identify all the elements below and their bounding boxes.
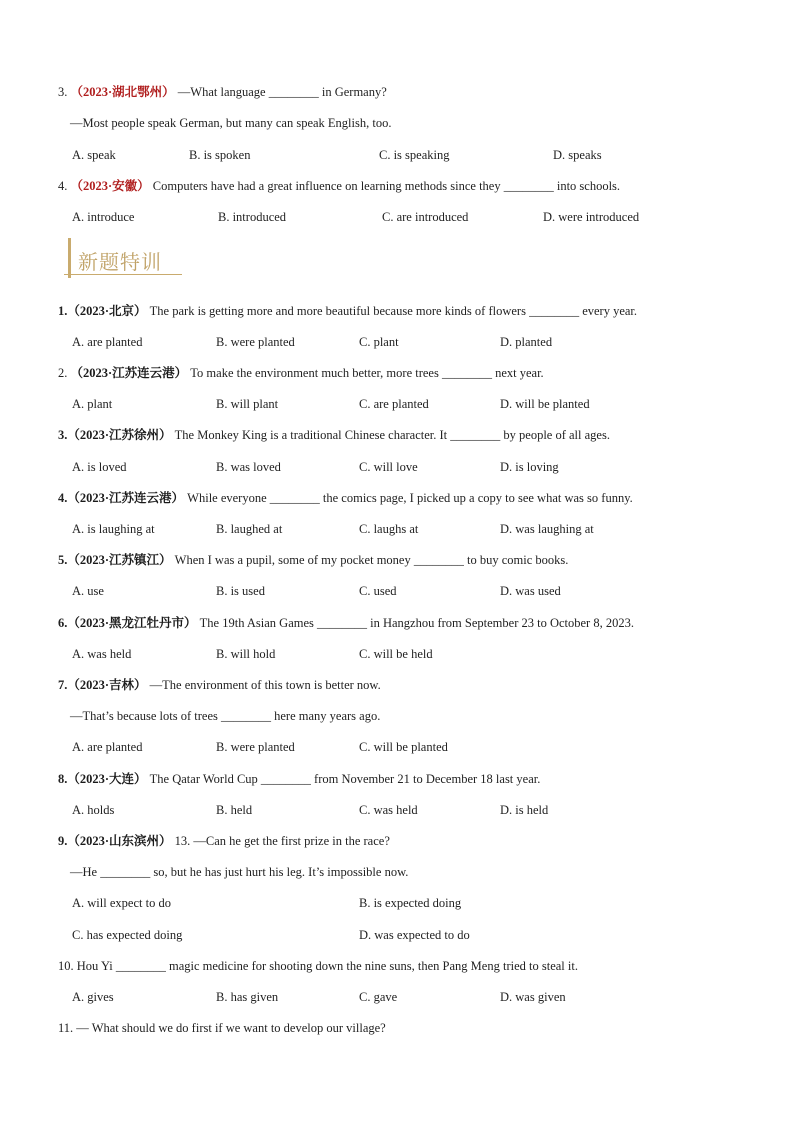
option-b: B. laughed at [216, 522, 283, 536]
question-9-stem-line2: —He ________ so, but he has just hurt his leg. It’s impossible now. [70, 865, 409, 879]
question-number: 6. [58, 616, 68, 630]
option-a: A. use [72, 584, 104, 598]
option-c: C. plant [359, 335, 399, 349]
option-d: D. was laughing at [500, 522, 594, 536]
option-a: A. was held [72, 647, 132, 661]
question-3-stem [58, 84, 387, 100]
question-number: 11. [58, 1021, 74, 1035]
question-source: （2023·大连） [67, 772, 147, 786]
question-2-stem [58, 365, 544, 381]
question-number: 10. [58, 959, 74, 973]
section-underline [64, 274, 182, 275]
question-number: 2. [58, 366, 68, 380]
section-title: 新题特训 [78, 250, 162, 274]
question-5-stem [58, 552, 568, 568]
question-1-stem [58, 303, 637, 319]
option-a: A. gives [72, 990, 114, 1004]
question-6-stem [58, 615, 634, 631]
option-a: A. speak [72, 148, 116, 162]
question-text: The park is getting more and more beautiful because more kinds of flowers ________ every year. [149, 304, 638, 318]
option-c: C. are planted [359, 397, 429, 411]
question-text: The Monkey King is a traditional Chinese character. It ________ by people of all ages. [174, 428, 610, 442]
question-3-new-stem [58, 427, 610, 443]
question-number: 3. [58, 428, 68, 442]
question-8-stem [58, 771, 540, 787]
option-c: C. has expected doing [72, 928, 183, 942]
section-header [64, 238, 184, 278]
option-a: A. are planted [72, 335, 143, 349]
question-7-stem [58, 677, 381, 693]
question-source: （2023·湖北鄂州） [70, 85, 175, 99]
question-source: （2023·江苏连云港） [67, 491, 185, 505]
option-a: A. plant [72, 397, 113, 411]
option-d: D. planted [500, 335, 553, 349]
question-text: —What language ________ in Germany? [177, 85, 387, 99]
option-d: D. was used [500, 584, 561, 598]
question-number: 3. [58, 85, 68, 99]
question-4-stem [58, 178, 620, 194]
option-a: A. will expect to do [72, 896, 171, 910]
option-b: B. is expected doing [359, 896, 462, 910]
option-b: B. introduced [218, 210, 287, 224]
option-a: A. introduce [72, 210, 135, 224]
question-text: When I was a pupil, some of my pocket money ________ to buy comic books. [174, 553, 569, 567]
question-11-stem [58, 1020, 386, 1036]
question-text: — What should we do first if we want to develop our village? [76, 1021, 386, 1035]
option-c: C. are introduced [382, 210, 469, 224]
question-source: （2023·江苏镇江） [67, 553, 172, 567]
question-source: （2023·山东滨州） [67, 834, 172, 848]
option-d: D. will be planted [500, 397, 590, 411]
option-c: C. will love [359, 460, 418, 474]
question-source: （2023·吉林） [67, 678, 147, 692]
option-b: B. were planted [216, 740, 295, 754]
question-text: While everyone ________ the comics page, I picked up a copy to see what was so funny. [187, 491, 633, 505]
option-b: B. has given [216, 990, 279, 1004]
option-c: C. will be held [359, 647, 433, 661]
option-c: C. was held [359, 803, 418, 817]
question-text: The Qatar World Cup ________ from November 21 to December 18 last year. [149, 772, 541, 786]
option-c: C. laughs at [359, 522, 419, 536]
question-9-stem [58, 833, 390, 849]
option-b: B. held [216, 803, 253, 817]
question-text: —The environment of this town is better now. [149, 678, 381, 692]
question-text: Computers have had a great influence on learning methods since they ________ into schools. [152, 179, 621, 193]
option-d: D. is loving [500, 460, 559, 474]
option-d: D. speaks [553, 148, 602, 162]
option-a: A. are planted [72, 740, 143, 754]
option-c: C. will be planted [359, 740, 448, 754]
question-source: （2023·北京） [67, 304, 147, 318]
option-a: A. is laughing at [72, 522, 155, 536]
question-source: （2023·安徽） [70, 179, 150, 193]
option-b: B. is spoken [189, 148, 251, 162]
question-text: 13. —Can he get the first prize in the race? [174, 834, 390, 848]
option-c: C. is speaking [379, 148, 450, 162]
question-number: 9. [58, 834, 68, 848]
option-d: D. were introduced [543, 210, 640, 224]
question-text: The 19th Asian Games ________ in Hangzhou from September 23 to October 8, 2023. [199, 616, 634, 630]
option-b: B. will hold [216, 647, 276, 661]
question-source: （2023·江苏连云港） [70, 366, 188, 380]
question-text: Hou Yi ________ magic medicine for shooting down the nine suns, then Pang Meng tried to steal it. [76, 959, 578, 973]
section-accent-bar [68, 238, 71, 278]
option-c: C. gave [359, 990, 398, 1004]
option-d: D. was given [500, 990, 566, 1004]
question-number: 4. [58, 179, 68, 193]
option-d: D. is held [500, 803, 549, 817]
question-number: 4. [58, 491, 68, 505]
question-number: 7. [58, 678, 68, 692]
option-d: D. was expected to do [359, 928, 470, 942]
option-b: B. was loved [216, 460, 281, 474]
question-10-stem [58, 958, 578, 974]
question-number: 1. [58, 304, 68, 318]
question-source: （2023·黑龙江牡丹市） [67, 616, 197, 630]
option-a: A. is loved [72, 460, 127, 474]
question-number: 5. [58, 553, 68, 567]
question-3-stem-line2: —Most people speak German, but many can speak English, too. [70, 116, 392, 130]
option-b: B. were planted [216, 335, 295, 349]
option-b: B. is used [216, 584, 265, 598]
question-7-stem-line2: —That’s because lots of trees ________ here many years ago. [70, 709, 381, 723]
option-a: A. holds [72, 803, 115, 817]
question-number: 8. [58, 772, 68, 786]
option-c: C. used [359, 584, 397, 598]
question-4-new-stem [58, 490, 633, 506]
option-b: B. will plant [216, 397, 279, 411]
question-text: To make the environment much better, more trees ________ next year. [190, 366, 544, 380]
question-source: （2023·江苏徐州） [67, 428, 172, 442]
